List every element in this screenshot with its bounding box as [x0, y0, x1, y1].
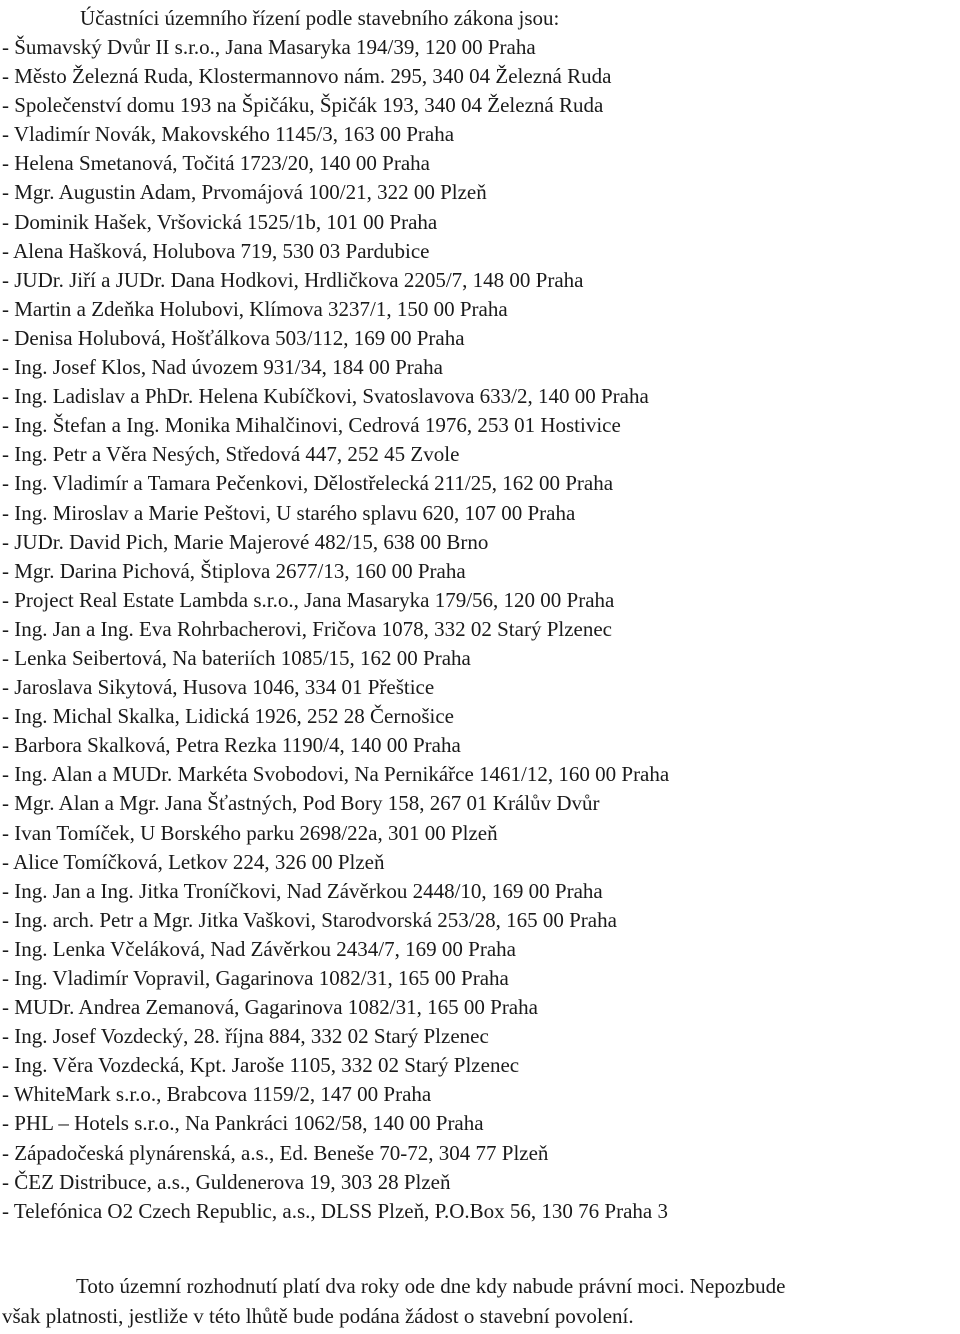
participant-item: - Ing. Lenka Včeláková, Nad Závěrkou 2434/7, 169 00 Praha: [2, 936, 516, 961]
participants-list: [2, 33, 669, 1226]
participant-item: - MUDr. Andrea Zemanová, Gagarinova 1082/31, 165 00 Praha: [2, 995, 538, 1020]
participant-item: - Ing. Josef Klos, Nad úvozem 931/34, 184 00 Praha: [2, 355, 443, 380]
participant-item: - Společenství domu 193 na Špičáku, Špičák 193, 340 04 Železná Ruda: [2, 93, 604, 118]
validity-paragraph-line-2: však platnosti, jestliže v této lhůtě bude podána žádost o stavební povolení.: [2, 1303, 634, 1328]
participant-item: - Šumavský Dvůr II s.r.o., Jana Masaryka 194/39, 120 00 Praha: [2, 35, 536, 59]
participant-item: - Ing. Michal Skalka, Lidická 1926, 252 28 Černošice: [2, 704, 454, 729]
participant-item: - PHL – Hotels s.r.o., Na Pankráci 1062/58, 140 00 Praha: [2, 1111, 484, 1136]
participant-item: - Project Real Estate Lambda s.r.o., Jana Masaryka 179/56, 120 00 Praha: [2, 587, 615, 612]
participant-item: - Ivan Tomíček, U Borského parku 2698/22a, 301 00 Plzeň: [2, 820, 498, 845]
participant-item: - Ing. Štefan a Ing. Monika Mihalčinovi, Cedrová 1976, 253 01 Hostivice: [2, 413, 621, 438]
validity-paragraph: [2, 1272, 958, 1331]
participant-item: - Alice Tomíčková, Letkov 224, 326 00 Plzeň: [2, 849, 385, 874]
participant-item: - JUDr. Jiří a JUDr. Dana Hodkovi, Hrdličkova 2205/7, 148 00 Praha: [2, 267, 584, 292]
participant-item: - Ing. Josef Vozdecký, 28. října 884, 332 02 Starý Plzenec: [2, 1024, 489, 1049]
participant-item: - Telefónica O2 Czech Republic, a.s., DLSS Plzeň, P.O.Box 56, 130 76 Praha 3: [2, 1198, 668, 1223]
participant-item: - Ing. Jan a Ing. Jitka Troníčkovi, Nad Závěrkou 2448/10, 169 00 Praha: [2, 878, 603, 903]
participant-item: - ČEZ Distribuce, a.s., Guldenerova 19, 303 28 Plzeň: [2, 1169, 451, 1194]
participant-item: - Denisa Holubová, Hošťálkova 503/112, 169 00 Praha: [2, 325, 465, 350]
participant-item: - JUDr. David Pich, Marie Majerové 482/15, 638 00 Brno: [2, 529, 489, 554]
validity-paragraph-line-1: Toto územní rozhodnutí platí dva roky ode dne kdy nabude právní moci. Nepozbude: [76, 1274, 786, 1298]
participant-item: - WhiteMark s.r.o., Brabcova 1159/2, 147 00 Praha: [2, 1082, 432, 1107]
participant-item: - Jaroslava Sikytová, Husova 1046, 334 01 Přeštice: [2, 675, 435, 700]
participant-item: - Ing. Petr a Věra Nesých, Středová 447, 252 45 Zvole: [2, 442, 460, 467]
participant-item: - Ing. Vladimír a Tamara Pečenkovi, Dělostřelecká 211/25, 162 00 Praha: [2, 471, 614, 496]
participant-item: - Barbora Skalková, Petra Rezka 1190/4, 140 00 Praha: [2, 733, 461, 758]
participant-item: - Mgr. Alan a Mgr. Jana Šťastných, Pod Bory 158, 267 01 Králův Dvůr: [2, 791, 600, 816]
participant-item: - Ing. Vladimír Vopravil, Gagarinova 1082/31, 165 00 Praha: [2, 966, 509, 990]
participant-item: - Mgr. Augustin Adam, Prvomájová 100/21, 322 00 Plzeň: [2, 180, 487, 205]
participant-item: - Ing. Jan a Ing. Eva Rohrbacherovi, Fričova 1078, 332 02 Starý Plzenec: [2, 616, 613, 641]
participant-item: - Mgr. Darina Pichová, Štiplova 2677/13, 160 00 Praha: [2, 558, 466, 583]
participant-item: - Lenka Seibertová, Na bateriích 1085/15, 162 00 Praha: [2, 645, 471, 670]
participants-heading: Účastníci územního řízení podle stavebního zákona jsou:: [80, 6, 560, 30]
participant-item: - Alena Hašková, Holubova 719, 530 03 Pardubice: [2, 238, 430, 263]
participant-item: - Ing. arch. Petr a Mgr. Jitka Vaškovi, Starodvorská 253/28, 165 00 Praha: [2, 907, 617, 932]
participant-item: - Dominik Hašek, Vršovická 1525/1b, 101 00 Praha: [2, 209, 438, 234]
participant-item: - Město Železná Ruda, Klostermannovo nám. 295, 340 04 Železná Ruda: [2, 64, 612, 89]
participant-item: - Ing. Ladislav a PhDr. Helena Kubíčkovi, Svatoslavova 633/2, 140 00 Praha: [2, 384, 649, 409]
participant-item: - Vladimír Novák, Makovského 1145/3, 163 00 Praha: [2, 122, 455, 147]
participant-item: - Ing. Alan a MUDr. Markéta Svobodovi, Na Pernikářce 1461/12, 160 00 Praha: [2, 762, 670, 787]
participant-item: - Západočeská plynárenská, a.s., Ed. Beneše 70-72, 304 77 Plzeň: [2, 1140, 549, 1165]
participant-item: - Ing. Miroslav a Marie Peštovi, U starého splavu 620, 107 00 Praha: [2, 500, 576, 525]
participant-item: - Ing. Věra Vozdecká, Kpt. Jaroše 1105, 332 02 Starý Plzenec: [2, 1053, 520, 1078]
participant-item: - Helena Smetanová, Točitá 1723/20, 140 00 Praha: [2, 151, 430, 176]
participant-item: - Martin a Zdeňka Holubovi, Klímova 3237/1, 150 00 Praha: [2, 296, 508, 321]
